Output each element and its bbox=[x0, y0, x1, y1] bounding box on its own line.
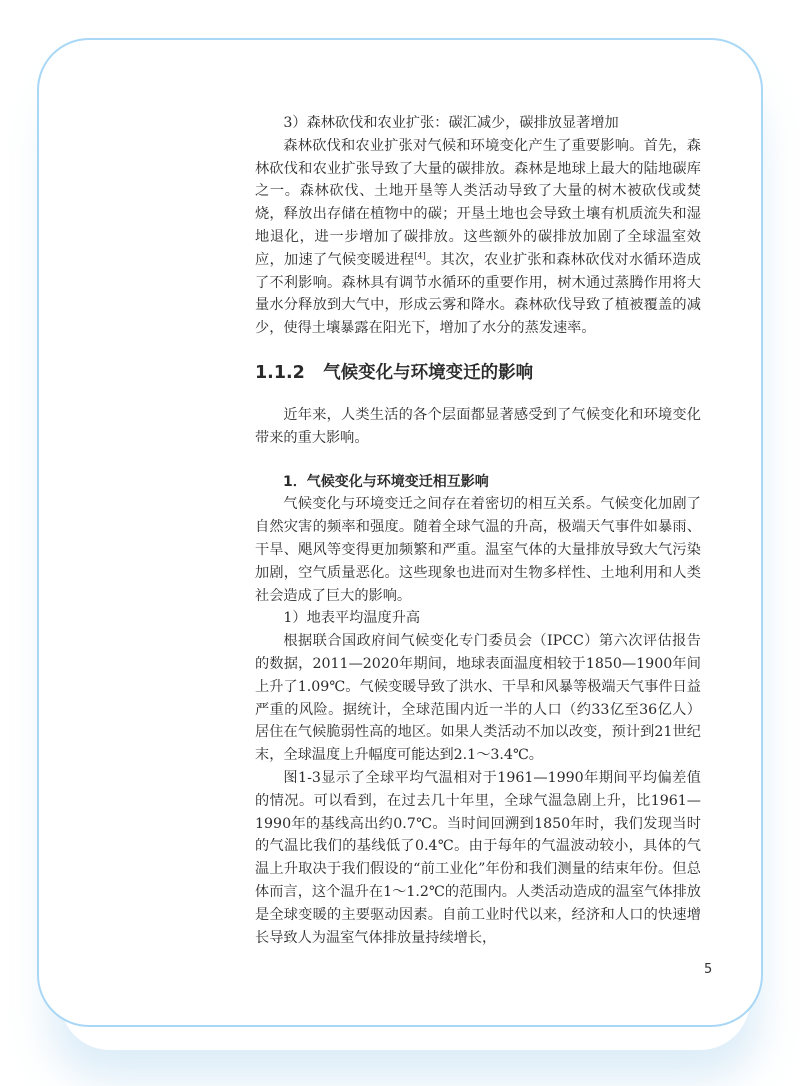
section-number: 1.1.2 bbox=[255, 362, 305, 383]
item-heading: 1）地表平均温度升高 bbox=[283, 610, 421, 627]
section-3-heading: 3）森林砍伐和农业扩张：碳汇减少，碳排放显著增加 bbox=[283, 115, 619, 131]
citation: [4] bbox=[414, 251, 426, 261]
item-paragraph-1: 根据联合国政府间气候变化专门委员会（IPCC）第六次评估报告的数据，2011—2020年期间，地球表面温度相较于1850—1900年间上升了1.09℃。气候变暖导致了洪水、干旱和风暴等极端天气事件日益严重的风险。据统计，全球范围内近一半的人口（约33亿至36亿人）居住在气候脆弱性高的地区。如果人类活动不加以改变，预计到21世纪末，全球温度上升幅度可能达到2.1～3.4℃。 bbox=[255, 633, 701, 764]
section-title: 气候变化与环境变迁的影响 bbox=[323, 362, 534, 383]
page-number: 5 bbox=[704, 962, 713, 977]
paragraph-text: 森林砍伐和农业扩张对气候和环境变化产生了重要影响。首先，森林砍伐和农业扩张导致了大量的碳排放。森林是地球上最大的陆地碳库之一。森林砍伐、土地开垦等人类活动导致了大量的树木被砍伐或焚烧，释放出存储在植物中的碳；开垦土地也会导致土壤有机质流失和湿地退化，进一步增加了碳排放。这些额外的碳排放加剧了全球温室效应，加速了气候变暖进程 bbox=[255, 137, 701, 268]
subsection-paragraph: 气候变化与环境变迁之间存在着密切的相互关系。气候变化加剧了自然灾害的频率和强度。随着全球气温的升高，极端天气事件如暴雨、干旱、飓风等变得更加频繁和严重。温室气体的大量排放导致大气污染加剧，空气质量恶化。这些现象也进而对生物多样性、土地利用和人类社会造成了巨大的影响。 bbox=[255, 496, 701, 604]
text-column bbox=[255, 112, 701, 949]
section-heading bbox=[255, 359, 701, 387]
paragraph-text-end: 。其次，农业扩张和森林砍伐对水循环造成了不利影响。森林具有调节水循环的重要作用，树木通过蒸腾作用将大量水分释放到大气中，形成云雾和降水。森林砍伐导致了植被覆盖的减少，使得土壤暴露在阳光下，增加了水分的蒸发速率。 bbox=[255, 251, 701, 337]
item-paragraph-2: 图1-3显示了全球平均气温相对于1961—1990年期间平均偏差值的情况。可以看到，在过去几十年里，全球气温急剧上升，比1961—1990年的基线高出约0.7℃。当时间回溯到1850年时，我们发现当时的气温比我们的基线低了0.4℃。由于每年的气温波动较小，具体的气温上升取决于我们假设的“前工业化”年份和我们测量的结束年份。但总体而言，这个温升在1～1.2℃的范围内。人类活动造成的温室气体排放是全球变暖的主要驱动因素。自前工业时代以来，经济和人口的快速增长导致人为温室气体排放量持续增长， bbox=[255, 769, 701, 946]
section-3-paragraph bbox=[255, 135, 701, 340]
intro-paragraph: 近年来，人类生活的各个层面都显著感受到了气候变化和环境变化带来的重大影响。 bbox=[255, 406, 701, 446]
subsection-heading: 1．气候变化与环境变迁相互影响 bbox=[283, 473, 489, 490]
